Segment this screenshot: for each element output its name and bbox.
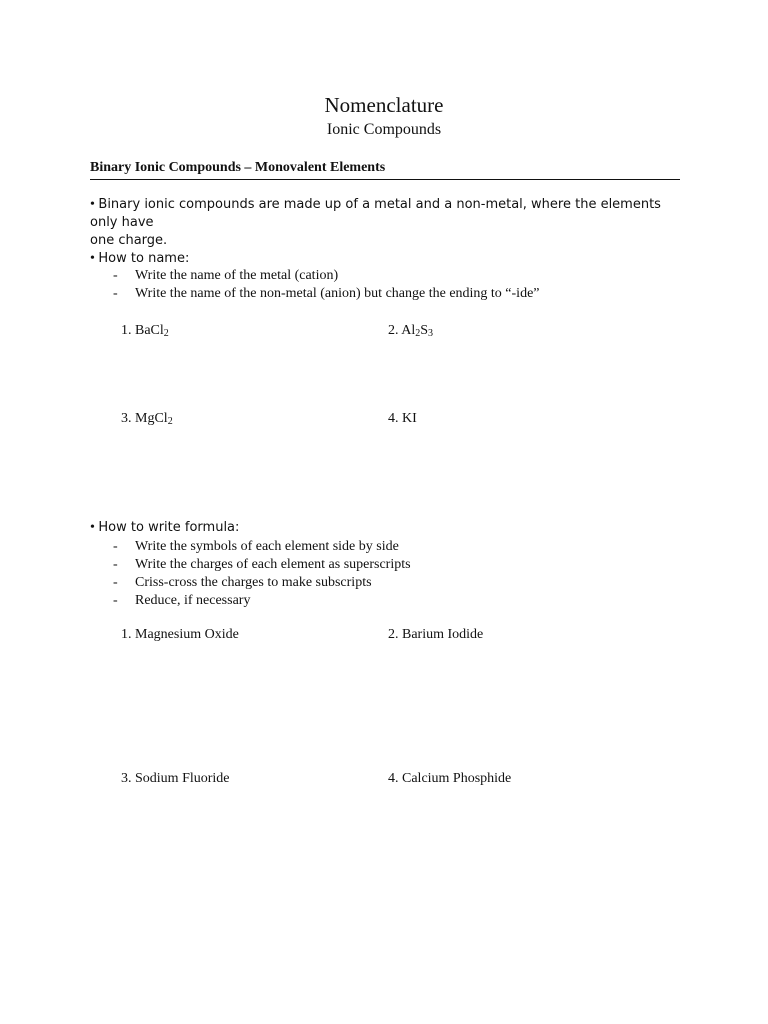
intro-text: Binary ionic compounds are made up of a metal and a non-metal, where the elements only have [90, 197, 661, 230]
formula [135, 323, 169, 338]
section-heading: Binary Ionic Compounds – Monovalent Elements [90, 160, 680, 180]
problem-number: 1. [121, 323, 132, 338]
how-to-write-steps [113, 538, 411, 610]
how-to-write-bullet [90, 519, 690, 537]
name-problem-2 [388, 323, 433, 339]
formula-base: S [420, 323, 429, 338]
formula [401, 323, 433, 338]
formula-subscript: 2 [167, 416, 173, 427]
write-problem-4 [388, 771, 511, 787]
intro-text-cont: one charge. [90, 233, 168, 248]
name-problem-4 [388, 411, 417, 427]
list-item: - Write the name of the metal (cation) [113, 268, 339, 283]
bullet-marker: • [90, 520, 95, 535]
step-text: Reduce, if necessary [135, 593, 251, 608]
problem-number: 4. [388, 411, 399, 426]
name-problem-1 [121, 323, 169, 339]
document-title: Nomenclature [324, 93, 444, 117]
problem-number: 2. [388, 627, 399, 642]
list-item: - Write the symbols of each element side by side [113, 539, 399, 554]
problem-text: Calcium Phosphide [402, 771, 512, 786]
formula-base: Al [401, 323, 416, 338]
formula-base: KI [402, 411, 417, 426]
problem-number: 3. [121, 771, 132, 786]
problem-text: Barium Iodide [402, 627, 484, 642]
problem-text: Sodium Fluoride [135, 771, 230, 786]
bullet-marker: • [90, 197, 95, 212]
how-to-name-steps [113, 267, 540, 303]
intro-bullet [90, 196, 690, 250]
formula-subscript: 3 [428, 328, 434, 339]
list-item: - Reduce, if necessary [113, 593, 251, 608]
formula-base: BaCl [135, 323, 164, 338]
list-item: - Write the charges of each element as superscripts [113, 557, 411, 572]
formula-subscript: 2 [415, 328, 421, 339]
how-to-name-label: How to name: [98, 251, 190, 266]
list-item: - Criss-cross the charges to make subscripts [113, 575, 372, 590]
bullet-marker: • [90, 251, 95, 266]
list-item: - Write the name of the non-metal (anion) but change the ending to “-ide” [113, 286, 540, 301]
how-to-name-bullet [90, 250, 690, 268]
write-problem-2 [388, 627, 483, 643]
write-problem-3 [121, 771, 230, 787]
problem-text: Magnesium Oxide [135, 627, 239, 642]
problem-number: 4. [388, 771, 399, 786]
step-text: Criss-cross the charges to make subscripts [135, 575, 372, 590]
how-to-write-label: How to write formula: [98, 520, 240, 535]
step-text: Write the name of the metal (cation) [135, 268, 339, 283]
problem-number: 2. [388, 323, 399, 338]
step-text: Write the name of the non-metal (anion) but change the ending to “-ide” [135, 286, 540, 301]
formula-subscript: 2 [163, 328, 169, 339]
step-text: Write the symbols of each element side by side [135, 539, 399, 554]
document-subtitle: Ionic Compounds [326, 121, 442, 138]
formula-base: MgCl [135, 411, 168, 426]
step-text: Write the charges of each element as superscripts [135, 557, 411, 572]
name-problem-3 [121, 411, 173, 427]
write-problem-1 [121, 627, 239, 643]
problem-number: 1. [121, 627, 132, 642]
formula [135, 411, 173, 426]
problem-number: 3. [121, 411, 132, 426]
